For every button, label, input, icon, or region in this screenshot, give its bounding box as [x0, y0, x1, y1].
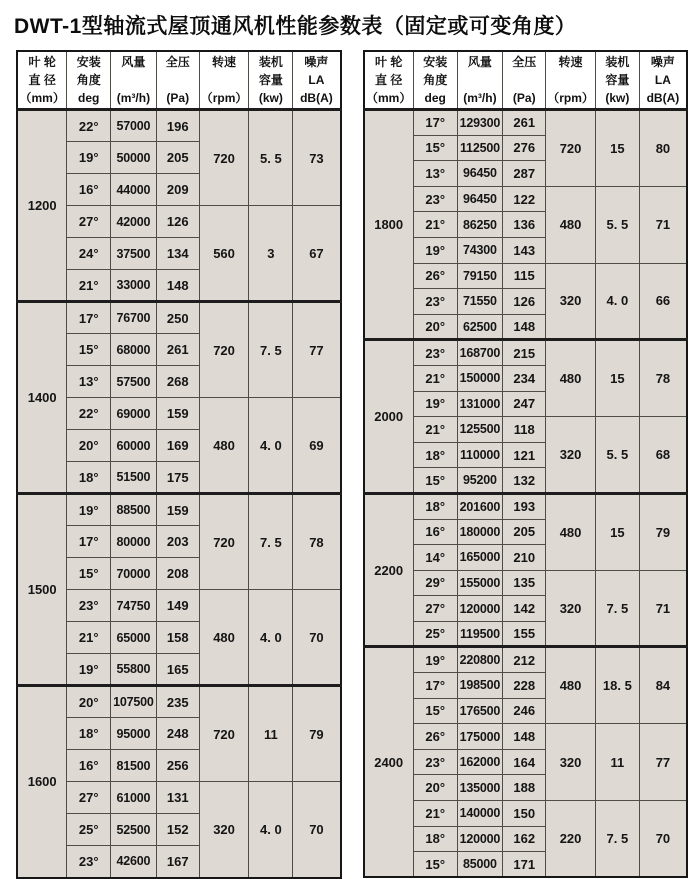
- angle-cell: 19°: [67, 654, 111, 686]
- capacity-cell: 7. 5: [249, 302, 293, 398]
- angle-cell: 18°: [413, 826, 457, 852]
- diameter-cell: 1200: [17, 110, 67, 302]
- flow-cell: 42000: [111, 206, 157, 238]
- flow-cell: 86250: [457, 212, 503, 238]
- column-header-label: 安装 角度 deg: [76, 55, 101, 105]
- angle-cell: 16°: [67, 174, 111, 206]
- pressure-cell: 205: [503, 519, 546, 545]
- angle-cell: 18°: [67, 718, 111, 750]
- speed-cell: 320: [546, 570, 596, 647]
- angle-cell: 17°: [413, 110, 457, 136]
- pressure-cell: 209: [156, 174, 199, 206]
- flow-cell: 120000: [457, 826, 503, 852]
- flow-cell: 79150: [457, 263, 503, 289]
- angle-cell: 22°: [67, 398, 111, 430]
- pressure-cell: 143: [503, 237, 546, 263]
- flow-cell: 81500: [111, 750, 157, 782]
- flow-cell: 107500: [111, 686, 157, 718]
- header-row: [364, 51, 688, 110]
- noise-cell: 68: [639, 417, 687, 494]
- diameter-cell: 1500: [17, 494, 67, 686]
- capacity-cell: 7. 5: [595, 570, 639, 647]
- column-header-label: 装机 容量 (kw): [605, 55, 630, 105]
- column-header-capacity: [249, 51, 293, 110]
- angle-cell: 20°: [413, 314, 457, 340]
- diameter-cell: 1400: [17, 302, 67, 494]
- flow-cell: 198500: [457, 673, 503, 699]
- flow-cell: 61000: [111, 782, 157, 814]
- pressure-cell: 169: [156, 430, 199, 462]
- flow-cell: 74750: [111, 590, 157, 622]
- speed-cell: 480: [546, 647, 596, 724]
- data-row: [17, 494, 341, 526]
- pressure-cell: 118: [503, 417, 546, 443]
- flow-cell: 95200: [457, 468, 503, 494]
- column-header-angle: [67, 51, 111, 110]
- capacity-cell: 15: [595, 110, 639, 187]
- pressure-cell: 205: [156, 142, 199, 174]
- pressure-cell: 215: [503, 340, 546, 366]
- pressure-cell: 165: [156, 654, 199, 686]
- fan-table-right: [363, 50, 689, 878]
- pressure-cell: 228: [503, 673, 546, 699]
- angle-cell: 23°: [413, 186, 457, 212]
- flow-cell: 44000: [111, 174, 157, 206]
- noise-cell: 78: [293, 494, 341, 590]
- flow-cell: 33000: [111, 270, 157, 302]
- speed-cell: 720: [199, 302, 249, 398]
- flow-cell: 96450: [457, 161, 503, 187]
- flow-cell: 52500: [111, 814, 157, 846]
- column-header-label: 风量 (m³/h): [116, 55, 151, 105]
- flow-cell: 51500: [111, 462, 157, 494]
- pressure-cell: 162: [503, 826, 546, 852]
- capacity-cell: 4. 0: [249, 782, 293, 878]
- capacity-cell: 5. 5: [249, 110, 293, 206]
- flow-cell: 168700: [457, 340, 503, 366]
- angle-cell: 21°: [413, 801, 457, 827]
- tables-container: [16, 50, 688, 879]
- angle-cell: 18°: [67, 462, 111, 494]
- speed-cell: 720: [199, 110, 249, 206]
- pressure-cell: 148: [503, 314, 546, 340]
- flow-cell: 74300: [457, 237, 503, 263]
- angle-cell: 27°: [67, 206, 111, 238]
- speed-cell: 480: [199, 398, 249, 494]
- diameter-cell: 2000: [364, 340, 414, 494]
- capacity-cell: 7. 5: [249, 494, 293, 590]
- flow-cell: 70000: [111, 558, 157, 590]
- flow-cell: 50000: [111, 142, 157, 174]
- angle-cell: 17°: [67, 526, 111, 558]
- noise-cell: 73: [293, 110, 341, 206]
- angle-cell: 19°: [67, 494, 111, 526]
- pressure-cell: 159: [156, 494, 199, 526]
- pressure-cell: 149: [156, 590, 199, 622]
- angle-cell: 27°: [67, 782, 111, 814]
- flow-cell: 150000: [457, 365, 503, 391]
- column-header-label: 安装 角度 deg: [423, 55, 448, 105]
- angle-cell: 16°: [413, 519, 457, 545]
- pressure-cell: 158: [156, 622, 199, 654]
- angle-cell: 21°: [413, 417, 457, 443]
- pressure-cell: 142: [503, 596, 546, 622]
- pressure-cell: 167: [156, 846, 199, 878]
- angle-cell: 19°: [413, 647, 457, 673]
- speed-cell: 720: [199, 494, 249, 590]
- pressure-cell: 208: [156, 558, 199, 590]
- flow-cell: 37500: [111, 238, 157, 270]
- noise-cell: 71: [639, 570, 687, 647]
- pressure-cell: 246: [503, 698, 546, 724]
- pressure-cell: 175: [156, 462, 199, 494]
- pressure-cell: 150: [503, 801, 546, 827]
- noise-cell: 69: [293, 398, 341, 494]
- angle-cell: 15°: [413, 852, 457, 878]
- angle-cell: 21°: [67, 622, 111, 654]
- flow-cell: 71550: [457, 289, 503, 315]
- angle-cell: 18°: [413, 493, 457, 519]
- noise-cell: 84: [639, 647, 687, 724]
- data-row: [364, 340, 688, 366]
- pressure-cell: 287: [503, 161, 546, 187]
- flow-cell: 119500: [457, 621, 503, 647]
- angle-cell: 13°: [67, 366, 111, 398]
- speed-cell: 720: [546, 110, 596, 187]
- angle-cell: 17°: [413, 673, 457, 699]
- data-row: [17, 302, 341, 334]
- flow-cell: 112500: [457, 135, 503, 161]
- data-row: [17, 110, 341, 142]
- noise-cell: 66: [639, 263, 687, 340]
- angle-cell: 20°: [67, 686, 111, 718]
- flow-cell: 125500: [457, 417, 503, 443]
- capacity-cell: 11: [249, 686, 293, 782]
- pressure-cell: 148: [503, 724, 546, 750]
- angle-cell: 21°: [413, 365, 457, 391]
- page-title: DWT-1型轴流式屋顶通风机性能参数表（固定或可变角度）: [14, 15, 577, 38]
- flow-cell: 55800: [111, 654, 157, 686]
- flow-cell: 135000: [457, 775, 503, 801]
- angle-cell: 29°: [413, 570, 457, 596]
- column-header-label: 转速 （rpm）: [547, 55, 594, 105]
- flow-cell: 95000: [111, 718, 157, 750]
- flow-cell: 110000: [457, 442, 503, 468]
- angle-cell: 20°: [67, 430, 111, 462]
- angle-cell: 23°: [67, 590, 111, 622]
- column-header-pressure: [503, 51, 546, 110]
- capacity-cell: 15: [595, 493, 639, 570]
- diameter-cell: 2400: [364, 647, 414, 877]
- flow-cell: 220800: [457, 647, 503, 673]
- diameter-cell: 2200: [364, 493, 414, 647]
- pressure-cell: 247: [503, 391, 546, 417]
- column-header-label: 叶 轮 直 径 （mm）: [366, 55, 412, 105]
- noise-cell: 67: [293, 206, 341, 302]
- pressure-cell: 159: [156, 398, 199, 430]
- speed-cell: 720: [199, 686, 249, 782]
- flow-cell: 96450: [457, 186, 503, 212]
- noise-cell: 70: [293, 782, 341, 878]
- speed-cell: 320: [546, 417, 596, 494]
- column-header-speed: [199, 51, 249, 110]
- capacity-cell: 5. 5: [595, 417, 639, 494]
- angle-cell: 15°: [413, 468, 457, 494]
- flow-cell: 165000: [457, 545, 503, 571]
- capacity-cell: 4. 0: [249, 398, 293, 494]
- noise-cell: 77: [639, 724, 687, 801]
- angle-cell: 19°: [413, 391, 457, 417]
- angle-cell: 22°: [67, 110, 111, 142]
- flow-cell: 76700: [111, 302, 157, 334]
- speed-cell: 320: [199, 782, 249, 878]
- pressure-cell: 131: [156, 782, 199, 814]
- noise-cell: 77: [293, 302, 341, 398]
- flow-cell: 62500: [457, 314, 503, 340]
- flow-cell: 68000: [111, 334, 157, 366]
- flow-cell: 57000: [111, 110, 157, 142]
- speed-cell: 480: [546, 493, 596, 570]
- flow-cell: 65000: [111, 622, 157, 654]
- flow-cell: 80000: [111, 526, 157, 558]
- fan-table-left: [16, 50, 342, 879]
- column-header-label: 噪声 LA dB(A): [300, 55, 333, 105]
- flow-cell: 120000: [457, 596, 503, 622]
- pressure-cell: 261: [503, 110, 546, 136]
- angle-cell: 27°: [413, 596, 457, 622]
- pressure-cell: 126: [503, 289, 546, 315]
- pressure-cell: 155: [503, 621, 546, 647]
- angle-cell: 16°: [67, 750, 111, 782]
- speed-cell: 320: [546, 724, 596, 801]
- speed-cell: 220: [546, 801, 596, 878]
- angle-cell: 15°: [413, 698, 457, 724]
- speed-cell: 560: [199, 206, 249, 302]
- pressure-cell: 148: [156, 270, 199, 302]
- data-row: [364, 110, 688, 136]
- pressure-cell: 261: [156, 334, 199, 366]
- angle-cell: 17°: [67, 302, 111, 334]
- capacity-cell: 15: [595, 340, 639, 417]
- column-header-label: 叶 轮 直 径 （mm）: [19, 55, 65, 105]
- pressure-cell: 126: [156, 206, 199, 238]
- flow-cell: 140000: [457, 801, 503, 827]
- column-header-capacity: [595, 51, 639, 110]
- capacity-cell: 5. 5: [595, 186, 639, 263]
- column-header-noise: [639, 51, 687, 110]
- pressure-cell: 164: [503, 749, 546, 775]
- diameter-cell: 1600: [17, 686, 67, 878]
- flow-cell: 42600: [111, 846, 157, 878]
- pressure-cell: 136: [503, 212, 546, 238]
- speed-cell: 480: [199, 590, 249, 686]
- column-header-noise: [293, 51, 341, 110]
- angle-cell: 21°: [413, 212, 457, 238]
- angle-cell: 25°: [67, 814, 111, 846]
- noise-cell: 70: [293, 590, 341, 686]
- flow-cell: 85000: [457, 852, 503, 878]
- pressure-cell: 256: [156, 750, 199, 782]
- pressure-cell: 196: [156, 110, 199, 142]
- flow-cell: 155000: [457, 570, 503, 596]
- angle-cell: 15°: [413, 135, 457, 161]
- angle-cell: 20°: [413, 775, 457, 801]
- angle-cell: 23°: [413, 340, 457, 366]
- noise-cell: 71: [639, 186, 687, 263]
- speed-cell: 480: [546, 186, 596, 263]
- angle-cell: 23°: [413, 749, 457, 775]
- column-header-label: 全压 (Pa): [165, 55, 190, 105]
- diameter-cell: 1800: [364, 110, 414, 340]
- capacity-cell: 3: [249, 206, 293, 302]
- column-header-label: 转速 （rpm）: [200, 55, 248, 105]
- pressure-cell: 234: [503, 365, 546, 391]
- pressure-cell: 134: [156, 238, 199, 270]
- angle-cell: 25°: [413, 621, 457, 647]
- header-row: [17, 51, 341, 110]
- noise-cell: 79: [639, 493, 687, 570]
- pressure-cell: 276: [503, 135, 546, 161]
- column-header-flow: [457, 51, 503, 110]
- data-row: [17, 686, 341, 718]
- pressure-cell: 135: [503, 570, 546, 596]
- speed-cell: 320: [546, 263, 596, 340]
- noise-cell: 79: [293, 686, 341, 782]
- flow-cell: 180000: [457, 519, 503, 545]
- column-header-flow: [111, 51, 157, 110]
- angle-cell: 15°: [67, 558, 111, 590]
- pressure-cell: 152: [156, 814, 199, 846]
- flow-cell: 201600: [457, 493, 503, 519]
- noise-cell: 70: [639, 801, 687, 878]
- angle-cell: 26°: [413, 724, 457, 750]
- capacity-cell: 11: [595, 724, 639, 801]
- noise-cell: 78: [639, 340, 687, 417]
- column-header-label: 装机 容量 (kw): [258, 55, 283, 105]
- pressure-cell: 203: [156, 526, 199, 558]
- angle-cell: 15°: [67, 334, 111, 366]
- column-header-label: 噪声 LA dB(A): [646, 55, 680, 105]
- pressure-cell: 171: [503, 852, 546, 878]
- capacity-cell: 4. 0: [249, 590, 293, 686]
- column-header-diameter: [364, 51, 414, 110]
- angle-cell: 23°: [413, 289, 457, 315]
- pressure-cell: 268: [156, 366, 199, 398]
- flow-cell: 129300: [457, 110, 503, 136]
- pressure-cell: 235: [156, 686, 199, 718]
- angle-cell: 19°: [413, 237, 457, 263]
- pressure-cell: 248: [156, 718, 199, 750]
- data-row: [364, 493, 688, 519]
- pressure-cell: 210: [503, 545, 546, 571]
- capacity-cell: 7. 5: [595, 801, 639, 878]
- flow-cell: 88500: [111, 494, 157, 526]
- pressure-cell: 122: [503, 186, 546, 212]
- pressure-cell: 193: [503, 493, 546, 519]
- column-header-pressure: [156, 51, 199, 110]
- pressure-cell: 250: [156, 302, 199, 334]
- flow-cell: 60000: [111, 430, 157, 462]
- angle-cell: 26°: [413, 263, 457, 289]
- pressure-cell: 132: [503, 468, 546, 494]
- flow-cell: 131000: [457, 391, 503, 417]
- flow-cell: 57500: [111, 366, 157, 398]
- data-row: [364, 647, 688, 673]
- flow-cell: 176500: [457, 698, 503, 724]
- speed-cell: 480: [546, 340, 596, 417]
- capacity-cell: 18. 5: [595, 647, 639, 724]
- column-header-diameter: [17, 51, 67, 110]
- angle-cell: 24°: [67, 238, 111, 270]
- column-header-label: 全压 (Pa): [512, 55, 537, 105]
- angle-cell: 18°: [413, 442, 457, 468]
- flow-cell: 175000: [457, 724, 503, 750]
- noise-cell: 80: [639, 110, 687, 187]
- pressure-cell: 115: [503, 263, 546, 289]
- angle-cell: 14°: [413, 545, 457, 571]
- capacity-cell: 4. 0: [595, 263, 639, 340]
- pressure-cell: 212: [503, 647, 546, 673]
- angle-cell: 23°: [67, 846, 111, 878]
- column-header-label: 风量 (m³/h): [463, 55, 497, 105]
- angle-cell: 13°: [413, 161, 457, 187]
- column-header-angle: [413, 51, 457, 110]
- pressure-cell: 188: [503, 775, 546, 801]
- column-header-speed: [546, 51, 596, 110]
- flow-cell: 69000: [111, 398, 157, 430]
- pressure-cell: 121: [503, 442, 546, 468]
- flow-cell: 162000: [457, 749, 503, 775]
- angle-cell: 19°: [67, 142, 111, 174]
- angle-cell: 21°: [67, 270, 111, 302]
